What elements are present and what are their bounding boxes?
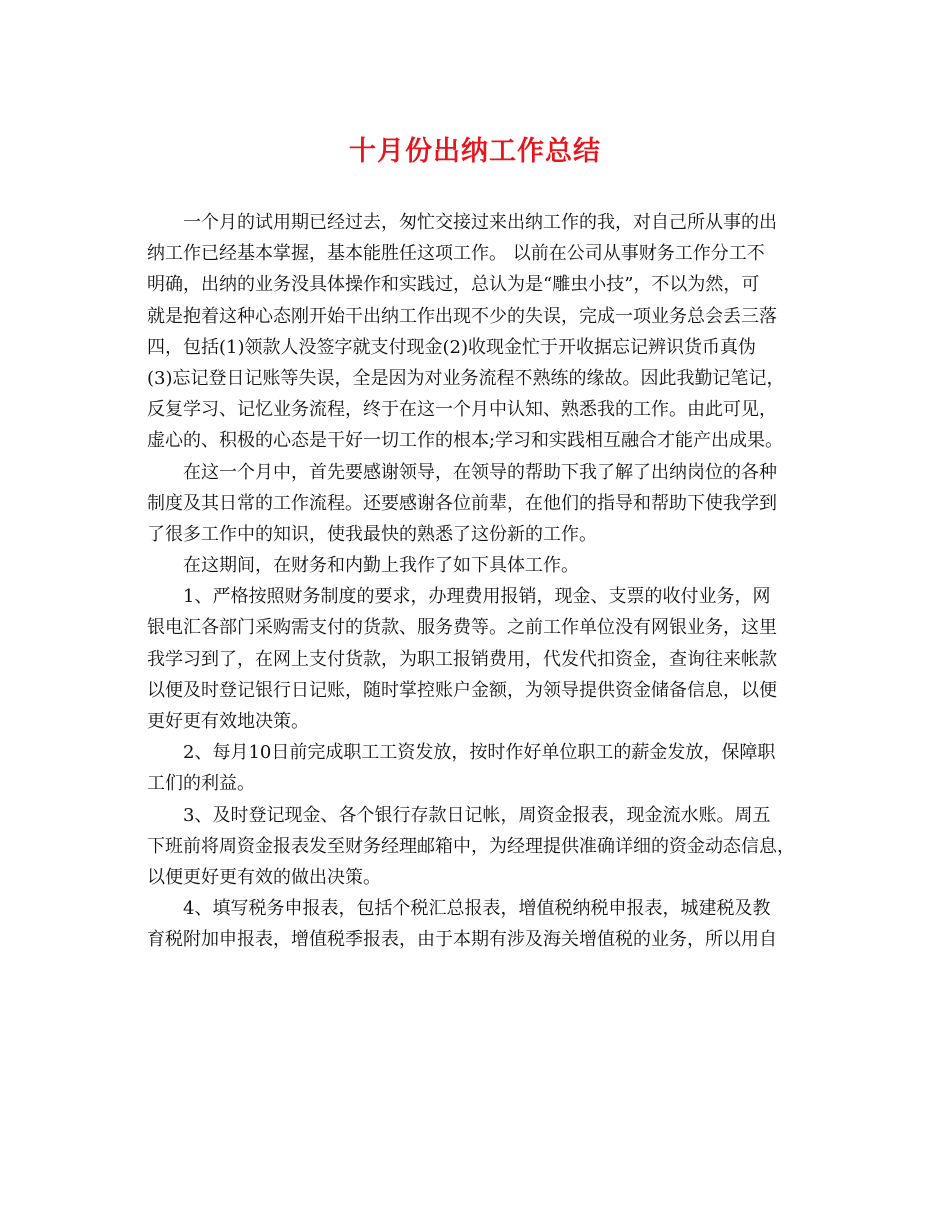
document-body <box>147 207 807 956</box>
text-line: 了很多工作中的知识，使我最快的熟悉了这份新的工作。 <box>147 523 597 545</box>
text-line: 更好更有效地决策。 <box>147 711 309 732</box>
text-line: 2、每月10日前完成职工工资发放，按时作好单位职工的薪金发放，保障职 <box>183 742 776 764</box>
text-line: 以便及时登记银行日记账，随时掌控账户金额，为领导提供资金储备信息，以便 <box>147 679 777 701</box>
text-line: 在这期间，在财务和内勤上我作了如下具体工作。 <box>183 555 579 577</box>
text-line: 我学习到了，在网上支付货款，为职工报销费用，代发代扣资金，查询往来帐款 <box>147 648 777 670</box>
text-line: 四，包括(1)领款人没签字就支付现金(2)收现金忙于开收据忘记辨识货币真伪 <box>147 336 756 358</box>
text-line: 一个月的试用期已经过去，匆忙交接过来出纳工作的我，对自己所从事的出 <box>183 212 777 233</box>
text-line: 育税附加申报表，增值税季报表，由于本期有涉及海关增值税的业务，所以用自 <box>147 929 777 951</box>
text-line: (3)忘记登日记账等失误，全是因为对业务流程不熟练的缘故。因此我勤记笔记， <box>147 367 785 389</box>
text-line: 银电汇各部门采购需支付的货款、服务费等。之前工作单位没有网银业务，这里 <box>147 617 777 639</box>
text-line: 1、严格按照财务制度的要求，办理费用报销，现金、支票的收付业务，网 <box>183 586 771 608</box>
text-line: 下班前将周资金报表发至财务经理邮箱中，为经理提供准确详细的资金动态信息， <box>147 835 795 857</box>
document-title: 十月份出纳工作总结 <box>349 136 601 167</box>
text-line: 在这一个月中，首先要感谢领导，在领导的帮助下我了解了出纳岗位的各种 <box>183 461 777 483</box>
text-line: 反复学习、记忆业务流程，终于在这一个月中认知、熟悉我的工作。由此可见， <box>147 399 777 421</box>
text-line: 虚心的、积极的心态是干好一切工作的根本;学习和实践相互融合才能产出成果。 <box>147 430 784 452</box>
text-line: 以便更好更有效的做出决策。 <box>147 866 381 888</box>
text-line: 明确，出纳的业务没具体操作和实践过，总认为是“雕虫小技”，不以为然，可 <box>147 274 760 296</box>
text-line: 3、及时登记现金、各个银行存款日记帐，周资金报表，现金流水账。周五 <box>183 804 771 826</box>
text-line: 纳工作已经基本掌握，基本能胜任这项工作。 以前在公司从事财务工作分工不 <box>147 243 765 265</box>
text-line: 工们的利益。 <box>147 773 255 795</box>
text-line: 制度及其日常的工作流程。还要感谢各位前辈，在他们的指导和帮助下使我学到 <box>147 492 777 514</box>
text-line: 就是抱着这种心态刚开始干出纳工作出现不少的失误，完成一项业务总会丢三落 <box>147 305 777 327</box>
text-line: 4、填写税务申报表，包括个税汇总报表，增值税纳税申报表，城建税及教 <box>183 898 771 920</box>
